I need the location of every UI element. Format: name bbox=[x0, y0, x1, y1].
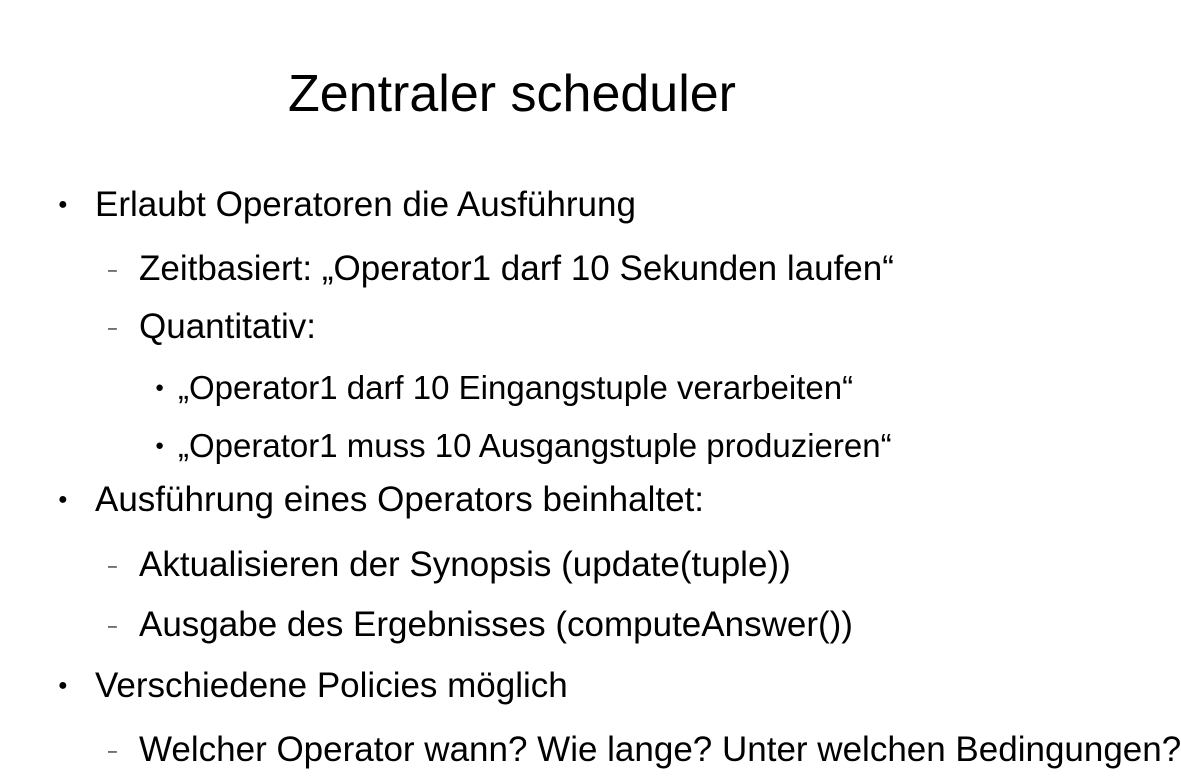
bullet-text: Ausführung eines Operators beinhaltet: bbox=[95, 480, 704, 519]
sub-bullet-text: Aktualisieren der Synopsis (update(tuple)) bbox=[139, 545, 791, 584]
sub-sub-bullet-text: „Operator1 muss 10 Ausgangstuple produzieren“ bbox=[178, 427, 892, 464]
sub-bullet-text: Welcher Operator wann? Wie lange? Unter welchen Bedingungen? bbox=[139, 730, 1181, 769]
bullet-text: Erlaubt Operatoren die Ausführung bbox=[95, 185, 636, 224]
bullet-dot-icon: ● bbox=[58, 677, 68, 694]
sub-bullet-text: Quantitativ: bbox=[139, 307, 317, 346]
bullet-dot-icon: ● bbox=[155, 379, 165, 396]
dash-icon: – bbox=[108, 618, 117, 635]
bullet-dot-icon: ● bbox=[58, 491, 68, 508]
sub-bullet-text: Zeitbasiert: „Operator1 darf 10 Sekunden laufen“ bbox=[139, 249, 894, 288]
dash-icon: – bbox=[108, 558, 117, 575]
sub-bullet-text: Ausgabe des Ergebnisses (computeAnswer()) bbox=[139, 605, 853, 644]
bullet-dot-icon: ● bbox=[155, 437, 165, 454]
slide-title: Zentraler scheduler bbox=[288, 65, 736, 123]
dash-icon: – bbox=[108, 743, 117, 760]
bullet-dot-icon: ● bbox=[58, 196, 68, 213]
bullet-text: Verschiedene Policies möglich bbox=[95, 666, 568, 705]
sub-sub-bullet-text: „Operator1 darf 10 Eingangstuple verarbeiten“ bbox=[178, 369, 854, 406]
dash-icon: – bbox=[108, 262, 117, 279]
dash-icon: – bbox=[108, 320, 117, 337]
